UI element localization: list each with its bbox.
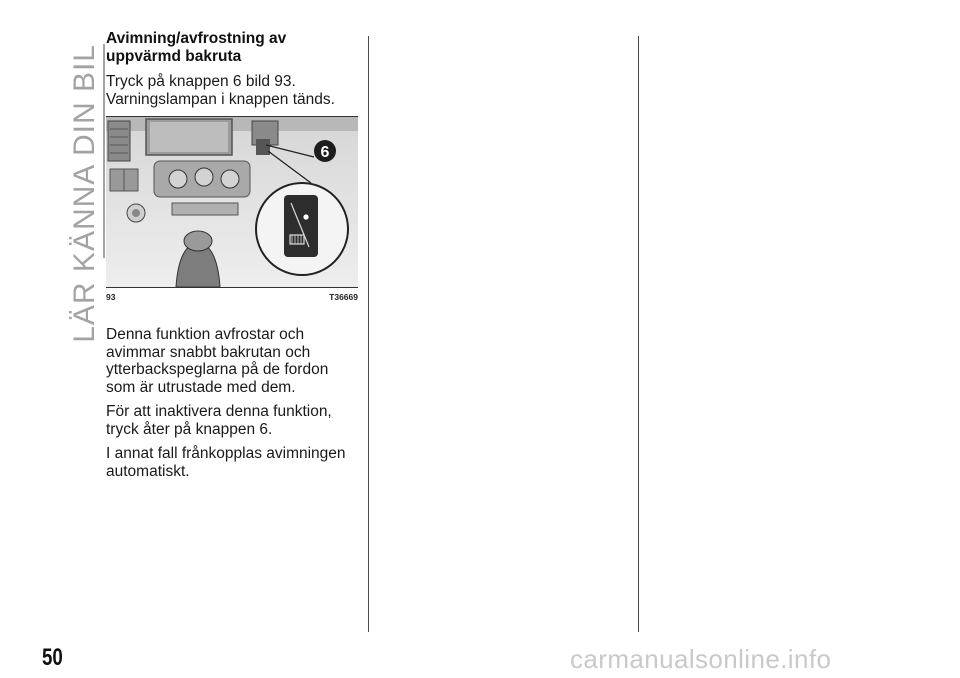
intro-line-1: Tryck på knappen 6 bild 93. [106,73,296,90]
section-heading: Avimning/avfrostning av uppvärmd bakruta [106,30,287,65]
dashboard-illustration [106,117,358,287]
body-paragraph-3: I annat fall frånkopplas avimningen automatiskt. [106,445,346,480]
intro-line-2: Varningslampan i knappen tänds. [106,90,335,108]
content-column [106,30,358,487]
dashboard-figure [106,116,358,288]
body-paragraph-1: Denna funktion avfrostar och avimmar snabbt bakrutan och ytterbackspeglarna på de fordon som är utrustade med dem. [106,326,329,396]
column-divider-1 [368,36,369,632]
figure-caption [106,292,358,302]
intro-text [106,73,358,108]
page-number: 50 [42,644,63,671]
column-divider-2 [638,36,639,632]
section-label-text: LÄR KÄNNA DIN BIL [68,44,101,343]
section-label-bar [103,44,105,258]
watermark-text: carmanualsonline.info [570,644,832,674]
figure-code: T36669 [329,292,358,302]
figure-callout-6: 6 [320,144,330,161]
body-paragraph-2: För att inaktivera denna funktion, tryck åter på knappen 6. [106,403,332,438]
figure-number: 93 [106,292,116,302]
